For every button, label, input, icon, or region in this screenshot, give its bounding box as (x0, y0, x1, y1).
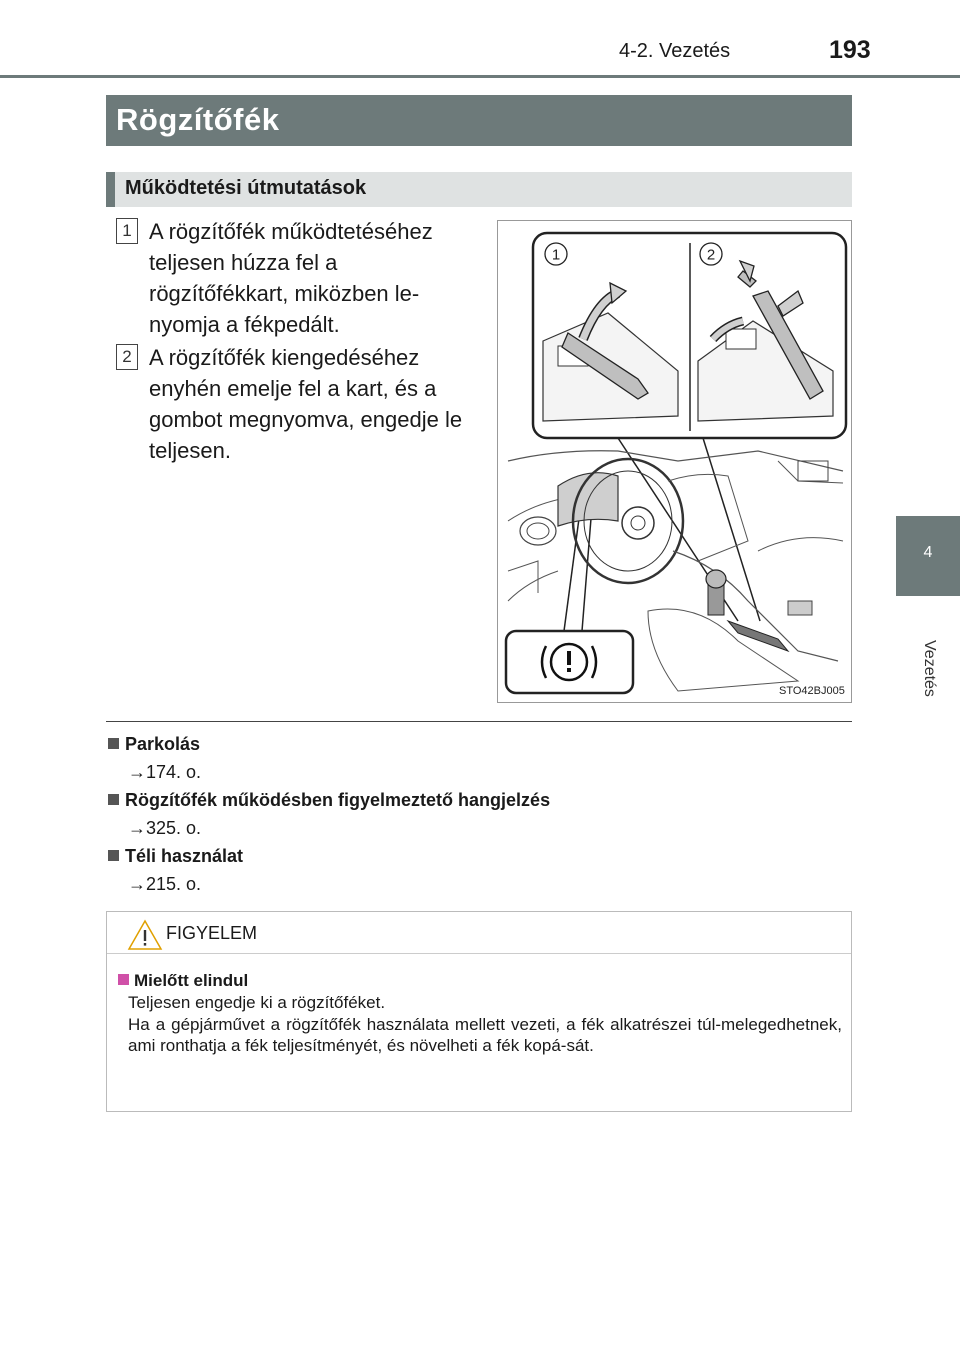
warning-line-1: Teljesen engedje ki a rögzítőféket. (128, 993, 386, 1012)
step-text: A rögzítőfék kiengedéséhez enyhén emelje fel a kart, és a gombot megnyomva, engedje le teljesen. (149, 345, 463, 463)
callout-1-label: 1 (551, 246, 561, 264)
callout-2-label: 2 (706, 246, 716, 264)
step-1 (116, 216, 466, 346)
reference-page-winter: →215. o. (128, 874, 202, 894)
bullet-square-icon (108, 738, 119, 749)
page-number: 193 (829, 36, 871, 64)
warning-line-2: Ha a gépjárművet a rögzítőfék használata mellett vezeti, a fék alkatrészei túl-melegedhetnek, ami ronthatja a fék teljesítményét, és növelheti a fék kopá-sát. (128, 1014, 842, 1055)
reference-title-winter (108, 846, 243, 867)
step-text: A rögzítőfék működtetéséhez teljesen húzza fel a rögzítőfékkart, miközben le-nyomja a fékpedált. (149, 219, 433, 337)
step-number: 2 (116, 344, 138, 370)
bullet-square-icon (118, 974, 129, 985)
header-rule (0, 75, 960, 78)
chapter-tab (896, 516, 960, 596)
reference-title-parking (108, 734, 200, 755)
illustration-drawing (498, 221, 853, 704)
warning-triangle-icon (127, 919, 163, 951)
chapter-number: 4 (923, 544, 933, 561)
reference-page-parking: →174. o. (128, 762, 202, 782)
warning-title: FIGYELEM (166, 923, 258, 943)
bullet-square-icon (108, 850, 119, 861)
warning-box (106, 911, 852, 1112)
parking-brake-illustration (497, 220, 852, 703)
warning-subtitle-text: Mielőtt elindul (134, 971, 249, 990)
header-section: 4-2. Vezetés (619, 40, 731, 62)
step-number: 1 (116, 218, 138, 244)
bullet-square-icon (108, 794, 119, 805)
reference-title: Téli használat (125, 846, 244, 866)
warning-header (107, 912, 851, 954)
reference-title-brake-warning (108, 790, 550, 811)
illustration-code: STO42BJ005 (779, 685, 845, 697)
section-title: Működtetési útmutatások (106, 172, 852, 207)
reference-title: Rögzítőfék működésben figyelmeztető hangjelzés (125, 790, 551, 810)
chapter-label: Vezetés (921, 640, 938, 697)
section-divider (106, 721, 852, 722)
page-title: Rögzítőfék (106, 95, 852, 146)
step-2 (116, 342, 466, 472)
reference-title: Parkolás (125, 734, 201, 754)
warning-subtitle (118, 970, 842, 992)
reference-page-brake-warning: →325. o. (128, 818, 202, 838)
warning-body (118, 970, 842, 1057)
